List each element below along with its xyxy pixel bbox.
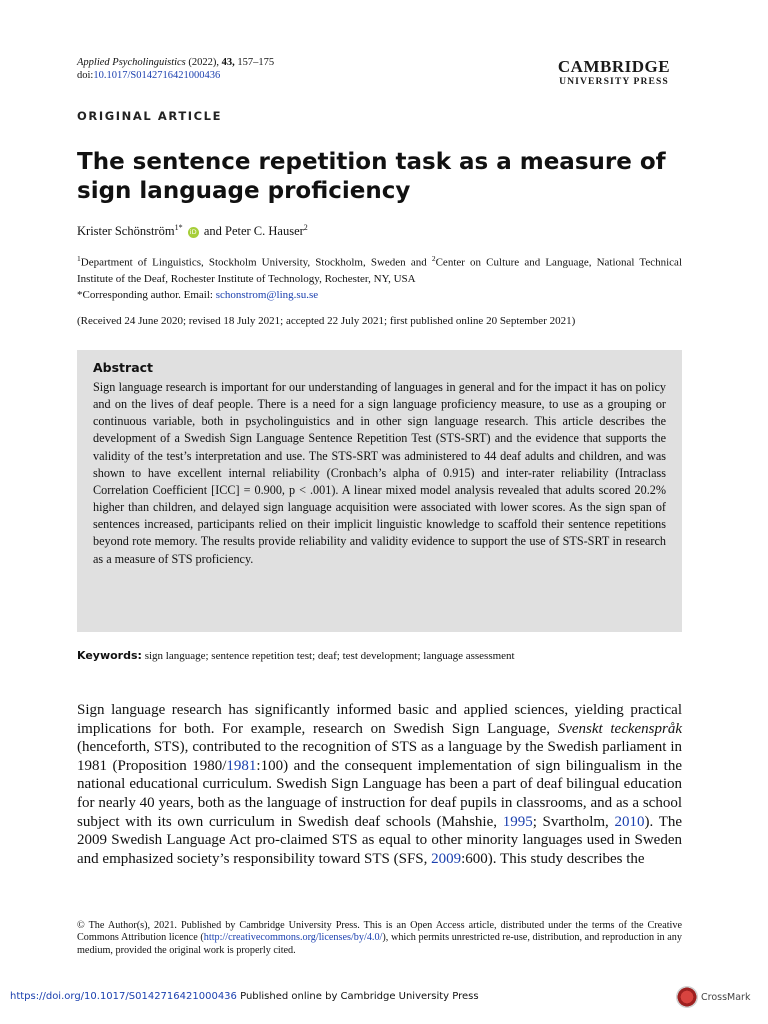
citation-link[interactable]: 1995 [502,813,533,830]
citation-link[interactable]: 2009 [431,850,462,867]
body-text-2: (henceforth, STS), contributed to the recognition of STS as a language by the Swedish parliament in 1981 (Proposition 1980/ [77,739,682,774]
body-italic-term: Svenskt teckenspråk [557,720,682,737]
body-text-3: :100) and the consequent implementation of sign bilingualism in the national educational curriculum. Swedish Sign Language has been a part of deaf bilingual education for nearly 40 years, both as the language of instruction for deaf pupils in classrooms, and as a school subject with its own curriculum in Swedish deaf schools (Mahshie, [77,757,683,830]
crossmark-label: CrossMark [701,991,751,1003]
publication-dates: (Received 24 June 2020; revised 18 July 2021; accepted 22 July 2021; first published online 20 September 2021) [77,315,576,327]
affiliation-1: Department of Linguistics, Stockholm University, Stockholm, Sweden and [80,256,432,269]
footer-published-text: Published online by Cambridge University Press [236,991,479,1002]
publisher-logo-line1: CAMBRIDGE [557,57,671,76]
affil-sup-1: 1 [77,254,81,263]
orcid-icon[interactable]: iD [188,227,199,238]
keywords [77,649,687,662]
affil-sup-2: 2 [431,254,436,263]
crossmark-badge[interactable] [676,986,750,1008]
keywords-label: Keywords: [77,649,142,662]
page-footer [10,991,479,1002]
email-link[interactable]: schonstrom@ling.su.se [215,288,319,301]
license-link[interactable]: http://creativecommons.org/licenses/by/4.0/ [203,932,383,944]
publisher-logo-line2: UNIVERSITY PRESS [559,76,669,87]
license-notice [77,920,682,957]
citation-link[interactable]: 1981 [226,757,257,774]
license-text-2: ), which permits unrestricted re-use, distribution, and reproduction in any medium, provided the original work is properly cited. [77,932,682,956]
doi-link[interactable]: 10.1017/S0142716421000436 [93,70,221,81]
article-type: ORIGINAL ARTICLE [77,109,223,123]
doi-label: doi: [77,70,94,81]
body-text-5: ). The 2009 Swedish Language Act pro-claimed STS as equal to other minority languages used in Sweden and emphasized society’s responsibility toward STS (SFS, [77,813,683,867]
abstract-text: Sign language research is important for our understanding of languages in general and for the impact it has on policy and on the lives of deaf people. There is a need for a sign language proficiency measure, to use as a grouping or continuous variable, both in psycholinguistics and in other sign language research. This article describes the development of a Swedish Sign Language Sentence Repetition Test (STS-SRT) and the evidence that supports the validity of the test’s interpretation and use. The STS-SRT was administered to 44 deaf adults and children, and was shown to have excellent internal reliability (Cronbach’s alpha of 0.915) and inter-rater reliability (Intraclass Correlation Coefficient [ICC] = 0.900, p < .001). A linear mixed model analysis revealed that adults scored 20.2% higher than children, and delayed sign language acquisition were associated with lower scores. As the sign span of sentences increased, participants relied on their implicit linguistic knowledge to scaffold their sentence repetitions beyond rote memory. The results provide reliability and validity evidence to support the use of STS-SRT in research as a measure of STS proficiency. [93,380,666,566]
license-text-1: © The Author(s), 2021. Published by Cambridge University Press. This is an Open Access article, distributed under the terms of the Creative Commons Attribution licence ( [77,920,682,944]
affiliations [77,251,682,303]
author-list [77,223,308,239]
author-2[interactable]: Peter C. Hauser [225,224,304,239]
journal-pages: 157–175 [237,57,275,68]
body-text-1: Sign language research has significantly informed basic and applied sciences, yielding practical implications for both. For example, research on Swedish Sign Language, [77,702,682,737]
abstract-box [77,350,682,632]
publisher-logo [546,58,682,87]
footer-doi-link[interactable]: https://doi.org/10.1017/S0142716421000436 [10,991,237,1002]
affiliation-2: Center on Culture and Language, National Technical Institute of the Deaf, Rochester Institute of Technology, Rochester, NY, USA [77,256,682,285]
author-1-affil: 1* [174,223,183,232]
body-text-4: ; Svartholm, [532,813,615,830]
journal-name: Applied Psycholinguistics [77,57,186,68]
author-conjunction: and [203,224,222,239]
keywords-list: sign language; sentence repetition test; deaf; test development; language assessment [144,650,515,662]
body-paragraph [77,701,682,868]
article-title: The sentence repetition task as a measure of sign language proficiency [77,149,666,204]
journal-volume: 43, [221,57,235,68]
citation-link[interactable]: 2010 [614,813,645,830]
journal-citation [77,56,274,82]
body-text-6: :600). This study describes the [461,850,645,867]
crossmark-icon[interactable] [676,986,698,1008]
corresponding-author: *Corresponding author. Email: [77,288,216,301]
author-2-affil: 2 [303,223,308,232]
abstract-heading: Abstract [93,360,154,375]
author-1[interactable]: Krister Schönström [77,224,175,239]
journal-year: (2022), [188,57,220,68]
